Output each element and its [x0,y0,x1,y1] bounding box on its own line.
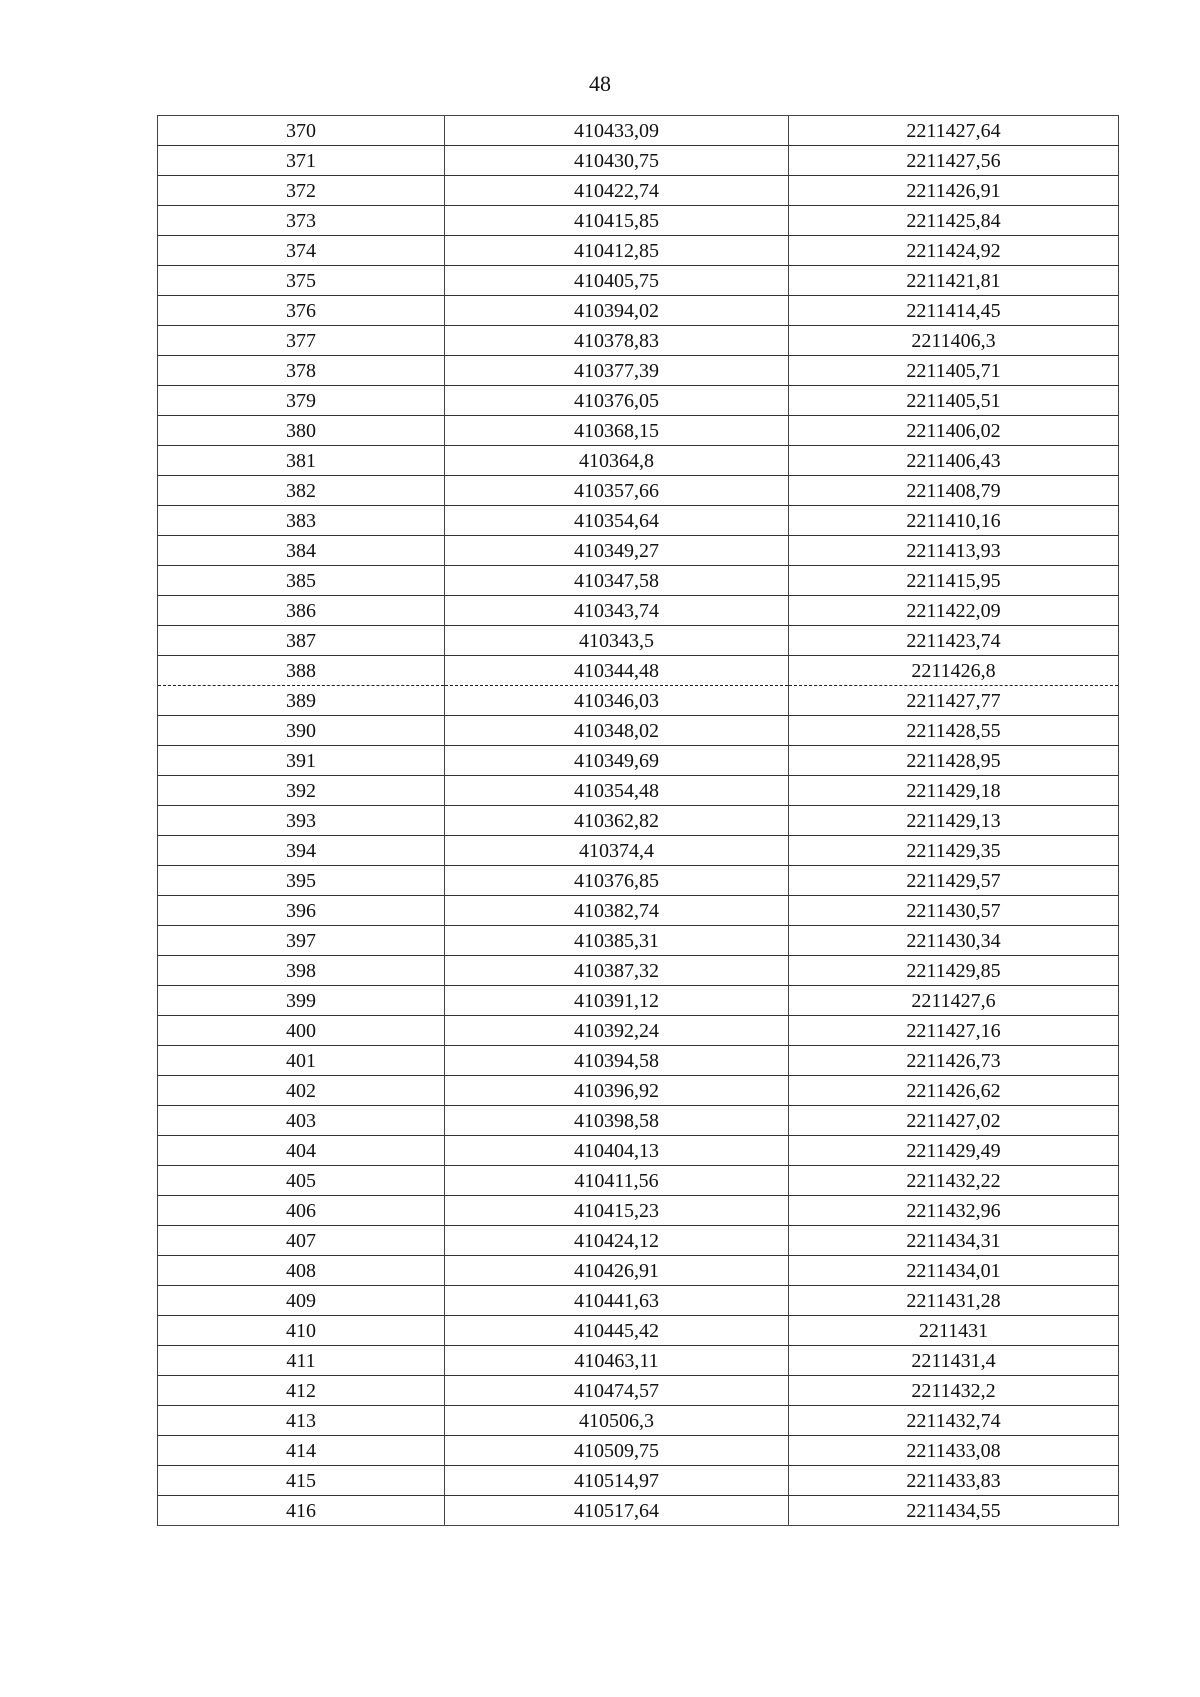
point-number-cell: 375 [158,266,445,296]
table-row [158,926,1119,956]
x-coordinate-cell: 410441,63 [445,1286,789,1316]
table-row [158,416,1119,446]
point-number-cell: 399 [158,986,445,1016]
point-number-cell: 383 [158,506,445,536]
point-number-cell: 413 [158,1406,445,1436]
y-coordinate-cell: 2211425,84 [789,206,1119,236]
point-number-cell: 388 [158,656,445,686]
x-coordinate-cell: 410422,74 [445,176,789,206]
y-coordinate-cell: 2211432,74 [789,1406,1119,1436]
x-coordinate-cell: 410382,74 [445,896,789,926]
table-row [158,1346,1119,1376]
point-number-cell: 416 [158,1496,445,1526]
table-row [158,1076,1119,1106]
point-number-cell: 393 [158,806,445,836]
point-number-cell: 389 [158,686,445,716]
x-coordinate-cell: 410415,85 [445,206,789,236]
table-row [158,146,1119,176]
y-coordinate-cell: 2211427,16 [789,1016,1119,1046]
x-coordinate-cell: 410412,85 [445,236,789,266]
point-number-cell: 405 [158,1166,445,1196]
point-number-cell: 398 [158,956,445,986]
table-row [158,1406,1119,1436]
x-coordinate-cell: 410514,97 [445,1466,789,1496]
table-row [158,656,1119,686]
x-coordinate-cell: 410357,66 [445,476,789,506]
coordinates-table-body [158,116,1119,1526]
y-coordinate-cell: 2211427,02 [789,1106,1119,1136]
y-coordinate-cell: 2211429,35 [789,836,1119,866]
point-number-cell: 409 [158,1286,445,1316]
x-coordinate-cell: 410354,48 [445,776,789,806]
y-coordinate-cell: 2211429,85 [789,956,1119,986]
x-coordinate-cell: 410405,75 [445,266,789,296]
x-coordinate-cell: 410463,11 [445,1346,789,1376]
y-coordinate-cell: 2211427,64 [789,116,1119,146]
point-number-cell: 406 [158,1196,445,1226]
point-number-cell: 403 [158,1106,445,1136]
x-coordinate-cell: 410346,03 [445,686,789,716]
x-coordinate-cell: 410474,57 [445,1376,789,1406]
y-coordinate-cell: 2211429,49 [789,1136,1119,1166]
y-coordinate-cell: 2211429,13 [789,806,1119,836]
point-number-cell: 371 [158,146,445,176]
x-coordinate-cell: 410392,24 [445,1016,789,1046]
y-coordinate-cell: 2211428,95 [789,746,1119,776]
table-row [158,386,1119,416]
point-number-cell: 415 [158,1466,445,1496]
y-coordinate-cell: 2211405,51 [789,386,1119,416]
y-coordinate-cell: 2211434,31 [789,1226,1119,1256]
table-row [158,1256,1119,1286]
point-number-cell: 380 [158,416,445,446]
y-coordinate-cell: 2211434,01 [789,1256,1119,1286]
table-row [158,1016,1119,1046]
x-coordinate-cell: 410374,4 [445,836,789,866]
table-row [158,566,1119,596]
point-number-cell: 373 [158,206,445,236]
y-coordinate-cell: 2211421,81 [789,266,1119,296]
point-number-cell: 397 [158,926,445,956]
point-number-cell: 412 [158,1376,445,1406]
y-coordinate-cell: 2211429,18 [789,776,1119,806]
x-coordinate-cell: 410343,5 [445,626,789,656]
point-number-cell: 396 [158,896,445,926]
y-coordinate-cell: 2211433,08 [789,1436,1119,1466]
table-row [158,536,1119,566]
point-number-cell: 377 [158,326,445,356]
x-coordinate-cell: 410376,05 [445,386,789,416]
y-coordinate-cell: 2211405,71 [789,356,1119,386]
x-coordinate-cell: 410445,42 [445,1316,789,1346]
point-number-cell: 400 [158,1016,445,1046]
table-row [158,986,1119,1016]
point-number-cell: 401 [158,1046,445,1076]
x-coordinate-cell: 410362,82 [445,806,789,836]
table-row [158,806,1119,836]
x-coordinate-cell: 410378,83 [445,326,789,356]
point-number-cell: 379 [158,386,445,416]
table-row [158,446,1119,476]
table-row [158,1196,1119,1226]
x-coordinate-cell: 410344,48 [445,656,789,686]
x-coordinate-cell: 410347,58 [445,566,789,596]
x-coordinate-cell: 410391,12 [445,986,789,1016]
x-coordinate-cell: 410343,74 [445,596,789,626]
table-row [158,1376,1119,1406]
table-row [158,956,1119,986]
point-number-cell: 404 [158,1136,445,1166]
x-coordinate-cell: 410426,91 [445,1256,789,1286]
table-row [158,686,1119,716]
y-coordinate-cell: 2211427,6 [789,986,1119,1016]
y-coordinate-cell: 2211406,3 [789,326,1119,356]
y-coordinate-cell: 2211406,43 [789,446,1119,476]
y-coordinate-cell: 2211430,57 [789,896,1119,926]
point-number-cell: 382 [158,476,445,506]
table-row [158,1226,1119,1256]
y-coordinate-cell: 2211432,2 [789,1376,1119,1406]
x-coordinate-cell: 410376,85 [445,866,789,896]
y-coordinate-cell: 2211426,91 [789,176,1119,206]
table-row [158,476,1119,506]
y-coordinate-cell: 2211428,55 [789,716,1119,746]
y-coordinate-cell: 2211426,8 [789,656,1119,686]
y-coordinate-cell: 2211415,95 [789,566,1119,596]
y-coordinate-cell: 2211414,45 [789,296,1119,326]
x-coordinate-cell: 410349,69 [445,746,789,776]
table-row [158,326,1119,356]
point-number-cell: 384 [158,536,445,566]
page-number: 48 [589,71,611,96]
table-row [158,776,1119,806]
y-coordinate-cell: 2211408,79 [789,476,1119,506]
table-row [158,1436,1119,1466]
table-row [158,206,1119,236]
x-coordinate-cell: 410424,12 [445,1226,789,1256]
point-number-cell: 407 [158,1226,445,1256]
y-coordinate-cell: 2211426,73 [789,1046,1119,1076]
x-coordinate-cell: 410364,8 [445,446,789,476]
x-coordinate-cell: 410433,09 [445,116,789,146]
table-row [158,626,1119,656]
coordinates-table [157,115,1119,1526]
table-row [158,1316,1119,1346]
y-coordinate-cell: 2211410,16 [789,506,1119,536]
x-coordinate-cell: 410411,56 [445,1166,789,1196]
x-coordinate-cell: 410387,32 [445,956,789,986]
table-row [158,896,1119,926]
x-coordinate-cell: 410506,3 [445,1406,789,1436]
x-coordinate-cell: 410404,13 [445,1136,789,1166]
point-number-cell: 402 [158,1076,445,1106]
x-coordinate-cell: 410415,23 [445,1196,789,1226]
point-number-cell: 411 [158,1346,445,1376]
point-number-cell: 372 [158,176,445,206]
x-coordinate-cell: 410398,58 [445,1106,789,1136]
y-coordinate-cell: 2211429,57 [789,866,1119,896]
y-coordinate-cell: 2211432,22 [789,1166,1119,1196]
point-number-cell: 390 [158,716,445,746]
x-coordinate-cell: 410349,27 [445,536,789,566]
y-coordinate-cell: 2211406,02 [789,416,1119,446]
table-row [158,236,1119,266]
table-row [158,506,1119,536]
point-number-cell: 381 [158,446,445,476]
table-row [158,1466,1119,1496]
y-coordinate-cell: 2211430,34 [789,926,1119,956]
point-number-cell: 392 [158,776,445,806]
table-row [158,356,1119,386]
point-number-cell: 394 [158,836,445,866]
y-coordinate-cell: 2211434,55 [789,1496,1119,1526]
point-number-cell: 410 [158,1316,445,1346]
y-coordinate-cell: 2211426,62 [789,1076,1119,1106]
table-row [158,266,1119,296]
point-number-cell: 386 [158,596,445,626]
table-row [158,716,1119,746]
table-row [158,866,1119,896]
table-row [158,746,1119,776]
point-number-cell: 370 [158,116,445,146]
point-number-cell: 385 [158,566,445,596]
x-coordinate-cell: 410394,02 [445,296,789,326]
table-row [158,596,1119,626]
point-number-cell: 395 [158,866,445,896]
x-coordinate-cell: 410394,58 [445,1046,789,1076]
x-coordinate-cell: 410368,15 [445,416,789,446]
x-coordinate-cell: 410348,02 [445,716,789,746]
x-coordinate-cell: 410509,75 [445,1436,789,1466]
x-coordinate-cell: 410354,64 [445,506,789,536]
point-number-cell: 378 [158,356,445,386]
y-coordinate-cell: 2211431 [789,1316,1119,1346]
x-coordinate-cell: 410377,39 [445,356,789,386]
point-number-cell: 387 [158,626,445,656]
point-number-cell: 391 [158,746,445,776]
table-row [158,1496,1119,1526]
x-coordinate-cell: 410385,31 [445,926,789,956]
y-coordinate-cell: 2211432,96 [789,1196,1119,1226]
y-coordinate-cell: 2211433,83 [789,1466,1119,1496]
point-number-cell: 408 [158,1256,445,1286]
y-coordinate-cell: 2211431,28 [789,1286,1119,1316]
table-row [158,836,1119,866]
x-coordinate-cell: 410396,92 [445,1076,789,1106]
y-coordinate-cell: 2211422,09 [789,596,1119,626]
y-coordinate-cell: 2211427,77 [789,686,1119,716]
y-coordinate-cell: 2211423,74 [789,626,1119,656]
table-row [158,176,1119,206]
y-coordinate-cell: 2211431,4 [789,1346,1119,1376]
table-row [158,1136,1119,1166]
y-coordinate-cell: 2211413,93 [789,536,1119,566]
table-row [158,1286,1119,1316]
table-row [158,1046,1119,1076]
x-coordinate-cell: 410430,75 [445,146,789,176]
point-number-cell: 414 [158,1436,445,1466]
table-row [158,116,1119,146]
table-row [158,1106,1119,1136]
table-row [158,1166,1119,1196]
point-number-cell: 376 [158,296,445,326]
point-number-cell: 374 [158,236,445,266]
y-coordinate-cell: 2211427,56 [789,146,1119,176]
y-coordinate-cell: 2211424,92 [789,236,1119,266]
x-coordinate-cell: 410517,64 [445,1496,789,1526]
table-row [158,296,1119,326]
